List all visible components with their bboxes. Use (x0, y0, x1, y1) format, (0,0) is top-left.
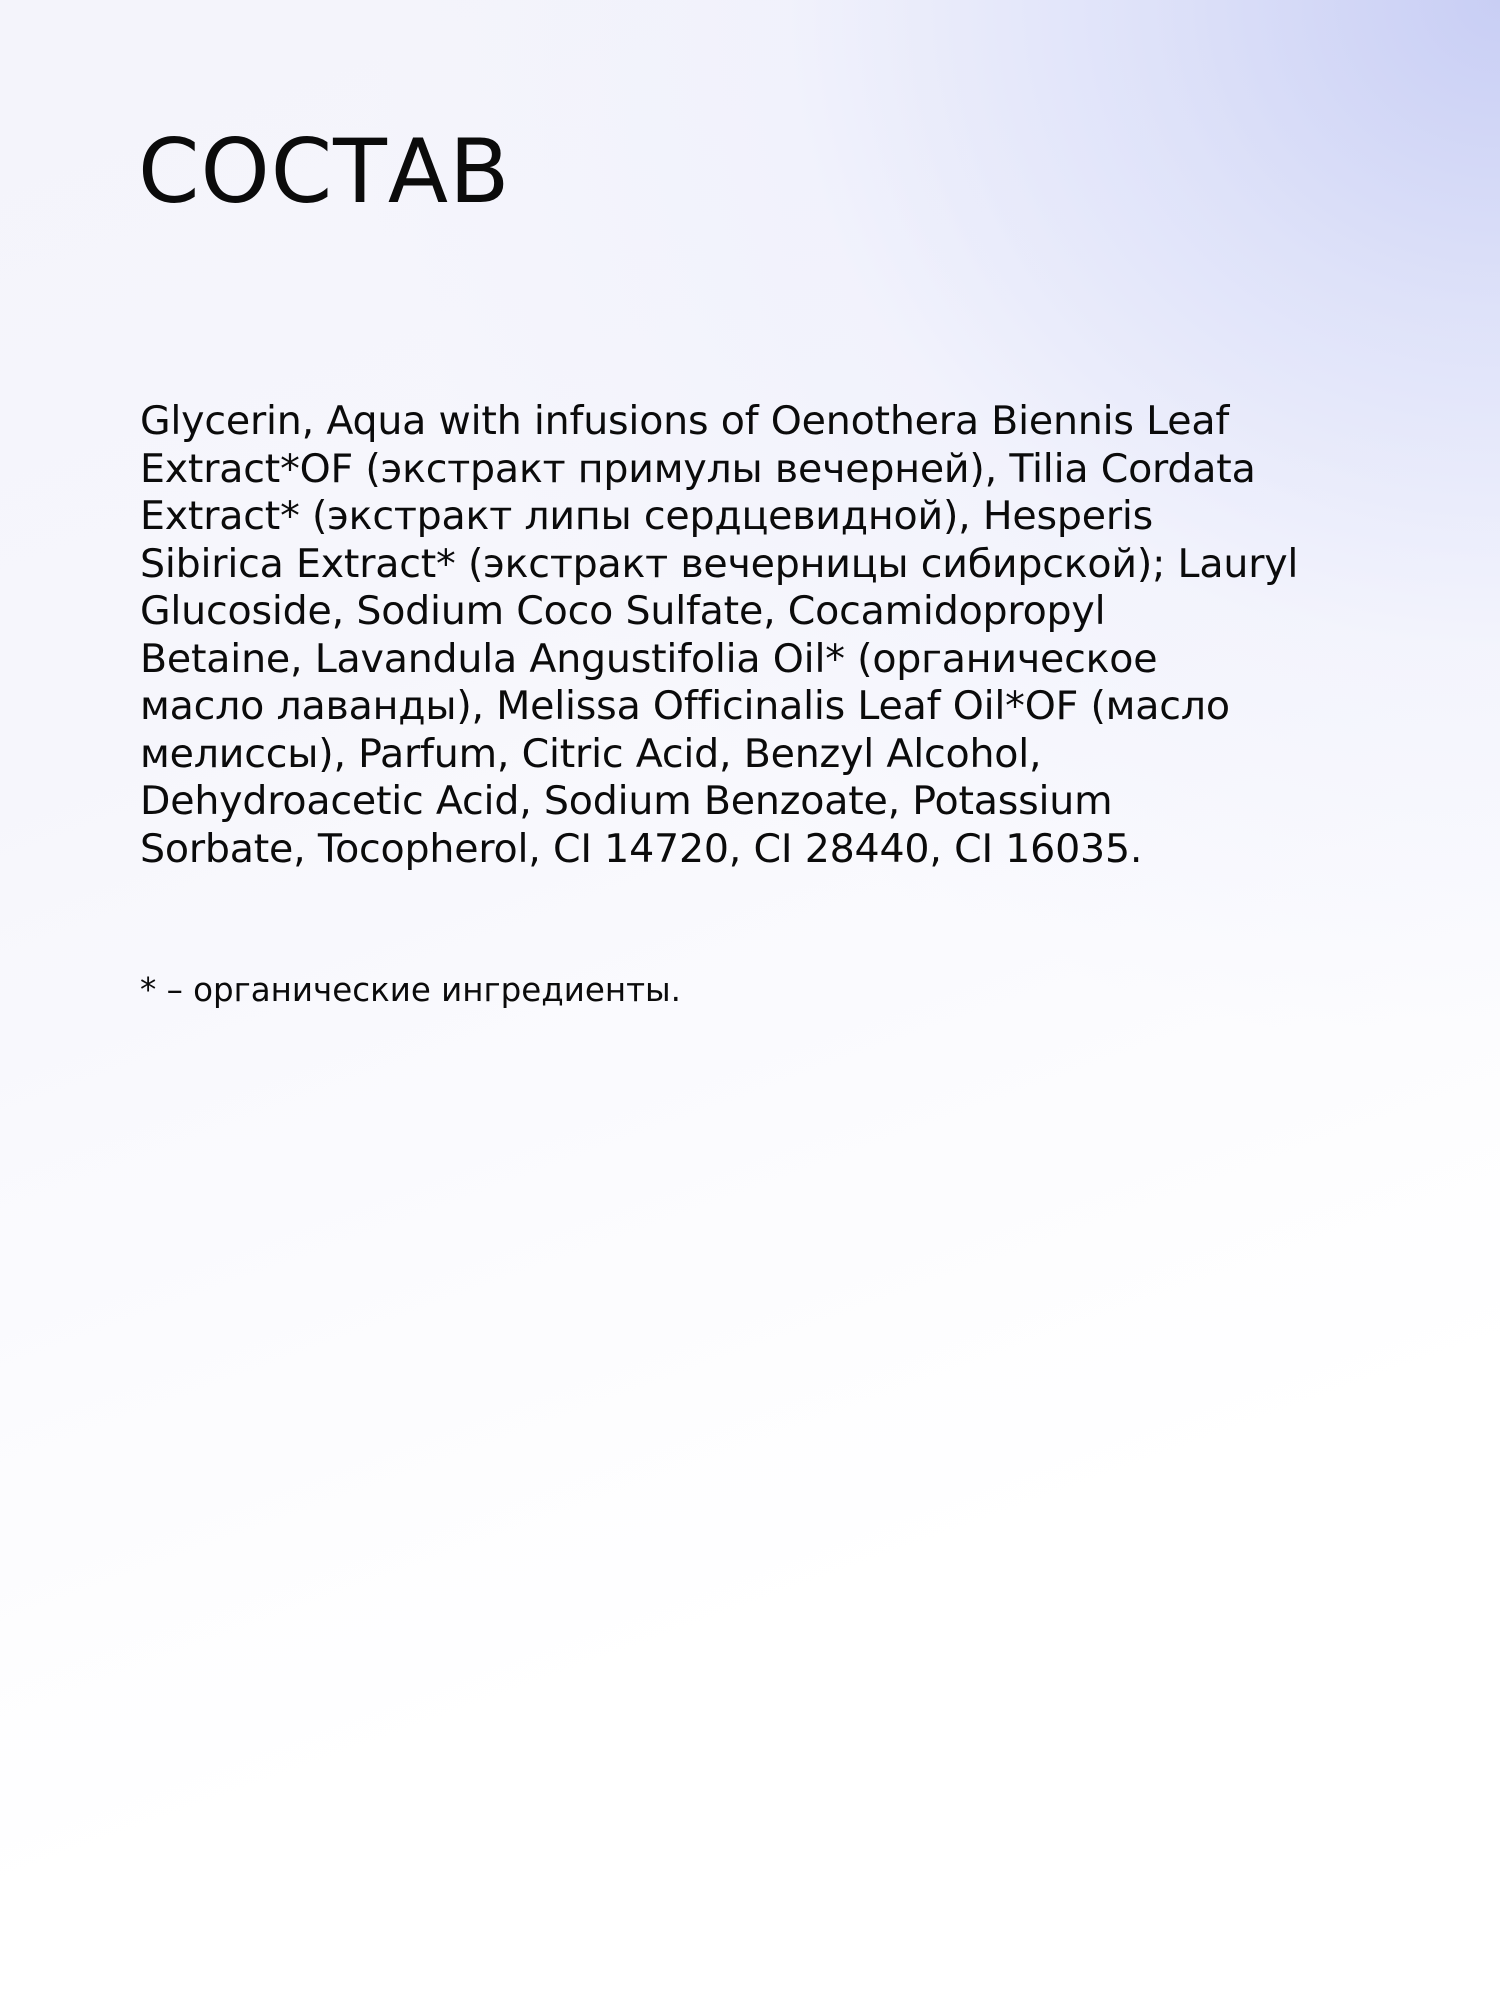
ingredients-line: Extract*OF (экстракт примулы вечерней), Tilia Cordata (140, 445, 1256, 492)
organic-footnote: * – органические ингредиенты. (140, 971, 682, 1009)
ingredients-line: масло лаванды), Melissa Officinalis Leaf Oil*OF (масло (140, 683, 1230, 729)
ingredients-line: Sorbate, Tocopherol, CI 14720, CI 28440, CI 16035. (140, 825, 1143, 872)
ingredients-line: Dehydroacetic Acid, Sodium Benzoate, Potassium (140, 778, 1113, 824)
ingredients-line: Betaine, Lavandula Angustifolia Oil* (органическое (140, 635, 1158, 682)
ingredients-line: Extract* (экстракт липы сердцевидной), Hesperis (140, 493, 1154, 539)
ingredients-line: мелиссы), Parfum, Citric Acid, Benzyl Alcohol, (140, 730, 1042, 777)
page-title: СОСТАВ (138, 120, 511, 223)
ingredients-line: Glycerin, Aqua with infusions of Oenothera Biennis Leaf (140, 398, 1230, 444)
ingredients-line: Sibirica Extract* (экстракт вечерницы сибирской); Lauryl (140, 540, 1299, 587)
ingredients-line: Glucoside, Sodium Coco Sulfate, Cocamidopropyl (140, 588, 1106, 634)
ingredients-list (140, 398, 1410, 873)
